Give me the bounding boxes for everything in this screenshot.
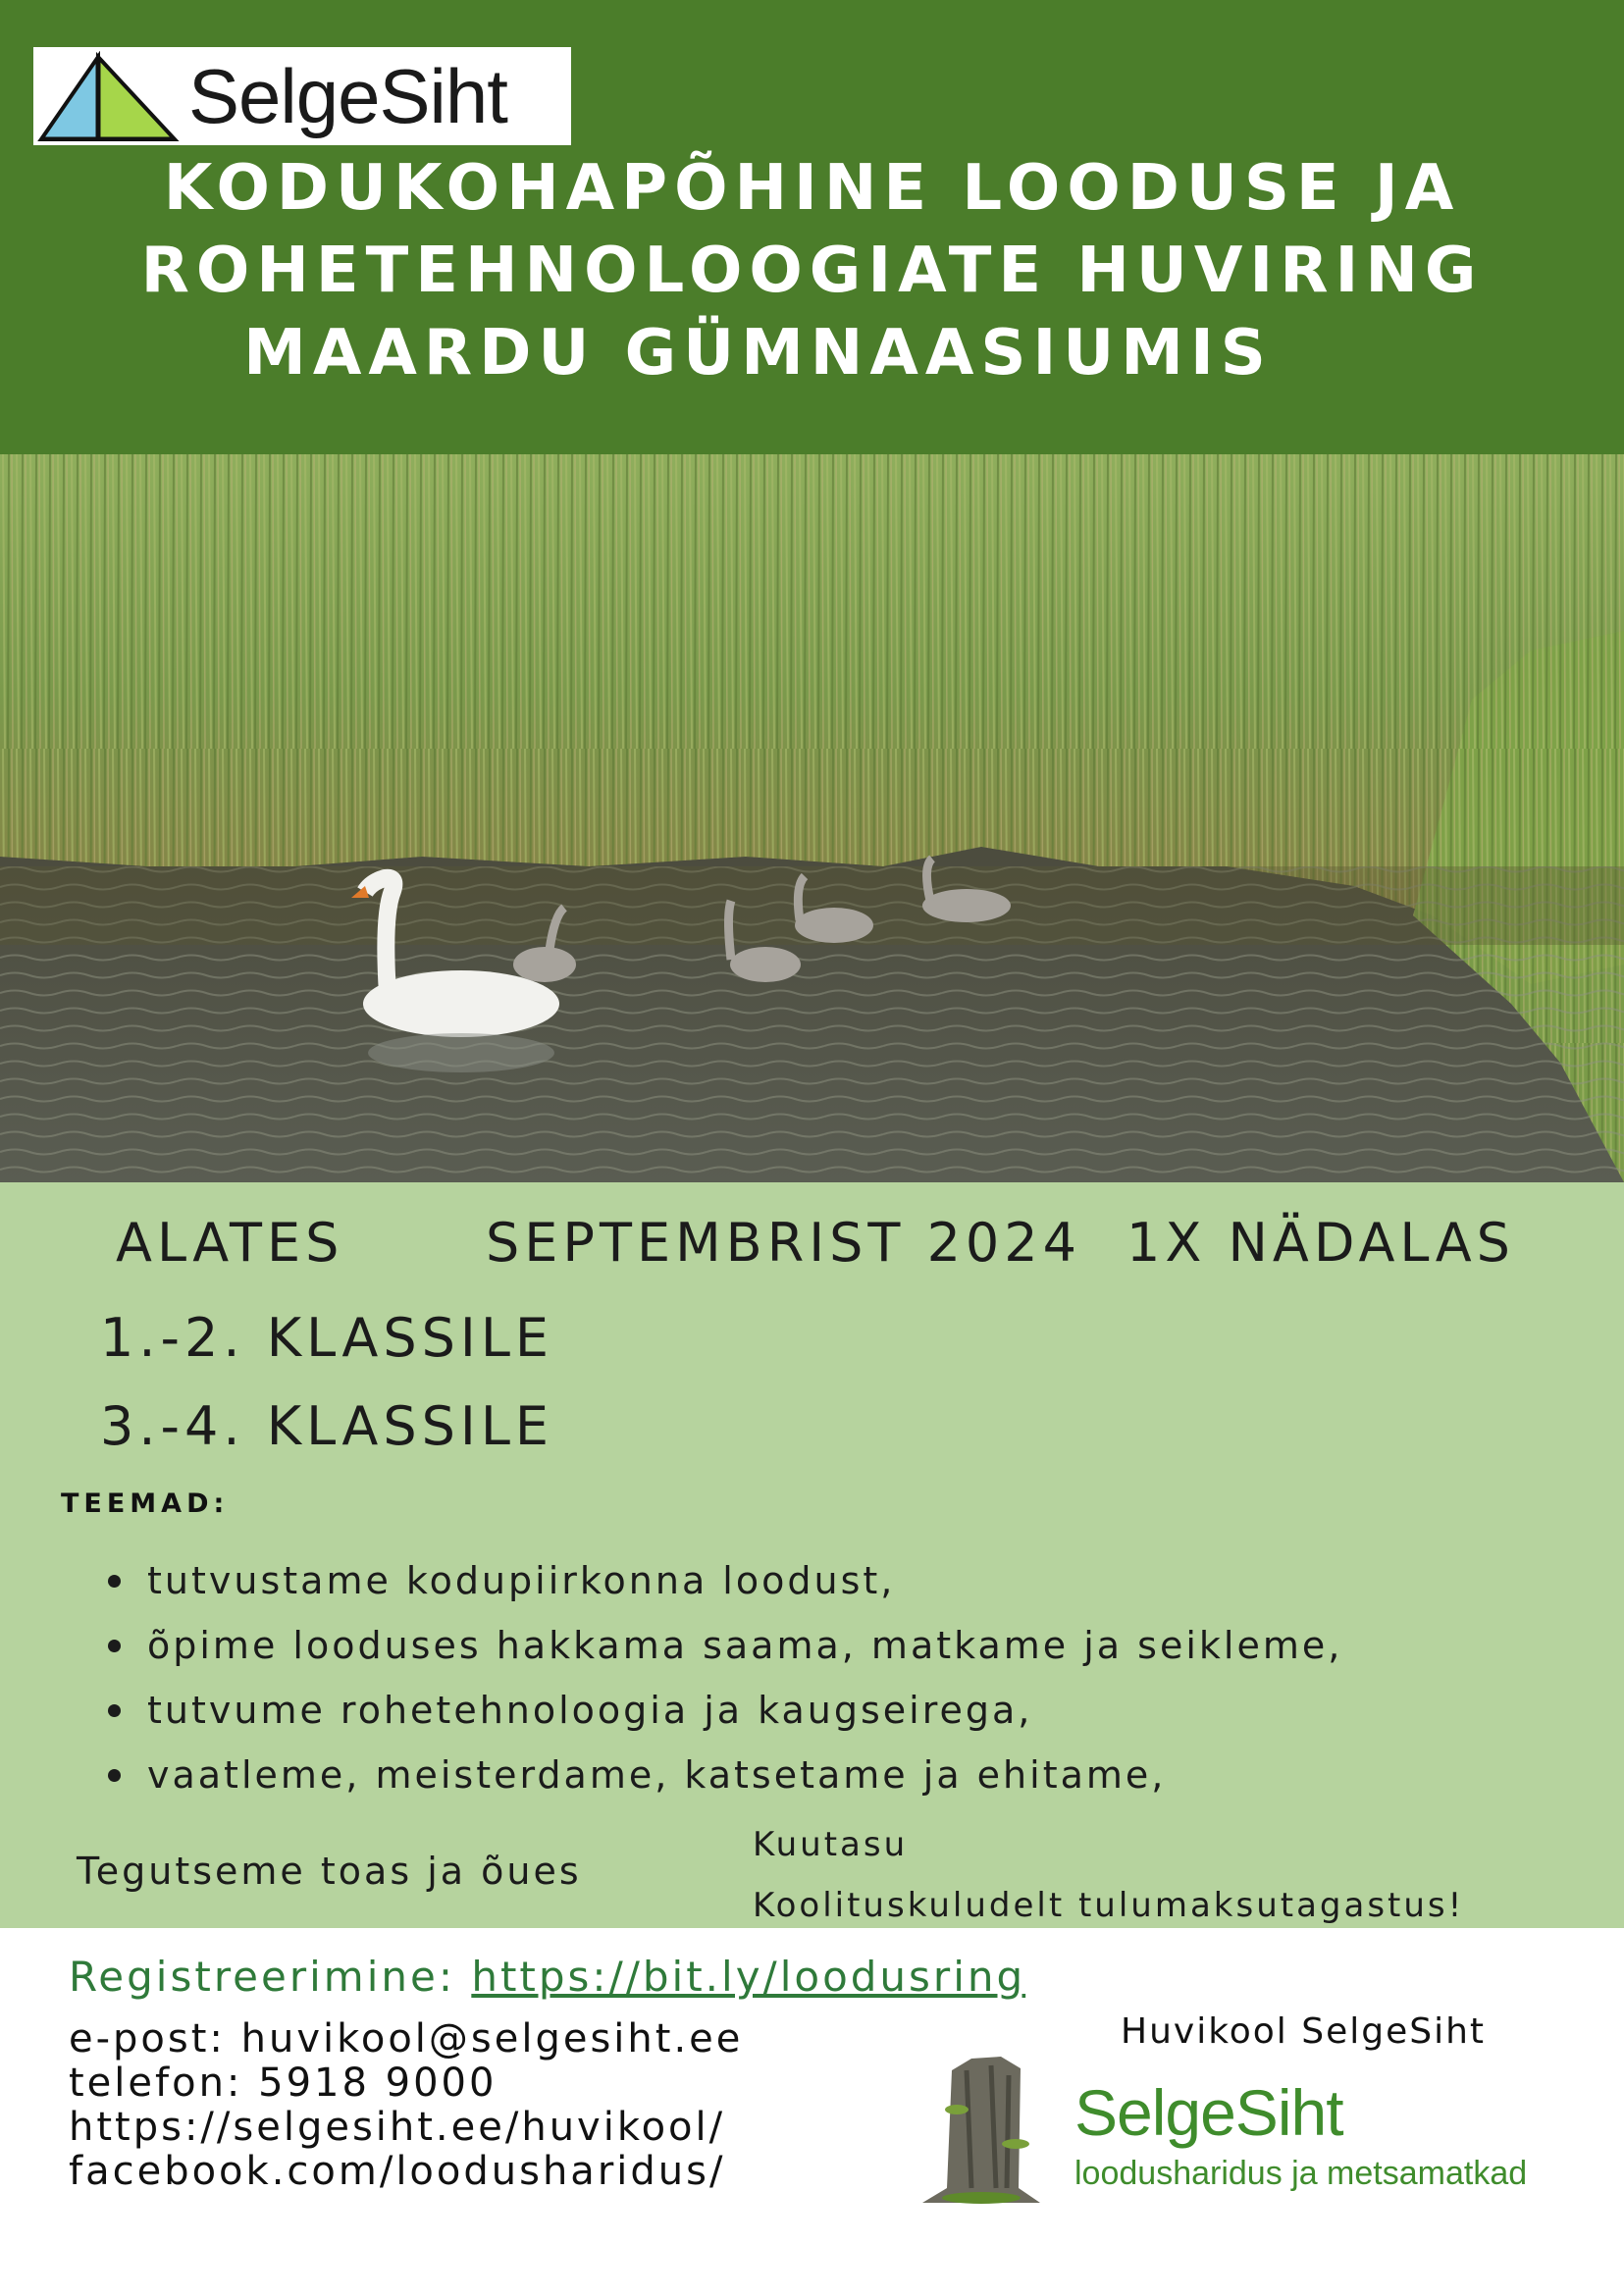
topic-text: tutvustame kodupiirkonna loodust, <box>147 1559 896 1602</box>
frequency: 1X NÄDALAS <box>1126 1212 1515 1274</box>
bullet-icon <box>108 1575 121 1588</box>
title-line-1: KODUKOHAPÕHINE LOODUSE JA <box>163 152 1461 225</box>
list-item <box>108 1678 1342 1743</box>
topics-heading: TEEMAD: <box>61 1488 230 1519</box>
registration-label: Registreerimine: <box>69 1953 455 2001</box>
swans-photo <box>0 454 1624 1182</box>
topic-text: tutvume rohetehnoloogia ja kaugseirega, <box>147 1689 1033 1732</box>
list-item <box>108 1613 1342 1678</box>
tax-note: Koolituskuludelt tulumaksutagastus! <box>753 1886 1465 1925</box>
triangle-logo-icon <box>37 51 184 141</box>
header-banner <box>0 0 1624 454</box>
registration <box>69 1953 1025 2001</box>
footer-logo-tagline: loodusharidus ja metsamatkad <box>1074 2155 1528 2192</box>
title-line-2: ROHETEHNOLOOGIATE HUVIRING <box>140 235 1484 307</box>
page-title <box>0 147 1624 394</box>
website-link[interactable]: https://selgesiht.ee/huvikool/ <box>69 2105 726 2150</box>
from-label: ALATES <box>116 1212 344 1274</box>
start-date: SEPTEMBRIST 2024 <box>486 1212 1082 1274</box>
group-2: 3.-4. KLASSILE <box>100 1395 554 1457</box>
topics-list <box>108 1548 1342 1807</box>
list-item <box>108 1743 1342 1807</box>
place-note: Tegutseme toas ja õues <box>77 1850 582 1893</box>
bullet-icon <box>108 1704 121 1717</box>
email[interactable]: e-post: huvikool@selgesiht.ee <box>69 2016 744 2061</box>
tree-stump-icon <box>913 2051 1060 2208</box>
title-line-3: MAARDU GÜMNAASIUMIS <box>243 317 1273 390</box>
school-name: Huvikool SelgeSiht <box>1121 2011 1487 2052</box>
footer-logo-name: SelgeSiht <box>1074 2076 1343 2149</box>
bullet-icon <box>108 1640 121 1652</box>
phone: telefon: 5918 9000 <box>69 2061 498 2106</box>
logo-text: SelgeSiht <box>188 53 507 139</box>
topic-text: õpime looduses hakkama saama, matkame ja seikleme, <box>147 1624 1343 1667</box>
topic-text: vaatleme, meisterdame, katsetame ja ehitame, <box>147 1753 1167 1797</box>
fee-note: Kuutasu <box>753 1825 909 1864</box>
group-1: 1.-2. KLASSILE <box>100 1307 554 1369</box>
facebook-link[interactable]: facebook.com/loodusharidus/ <box>69 2149 726 2194</box>
registration-link[interactable]: https://bit.ly/loodusring <box>471 1953 1026 2001</box>
selgesiht-logo <box>33 47 571 145</box>
list-item <box>108 1548 1342 1613</box>
bullet-icon <box>108 1769 121 1782</box>
